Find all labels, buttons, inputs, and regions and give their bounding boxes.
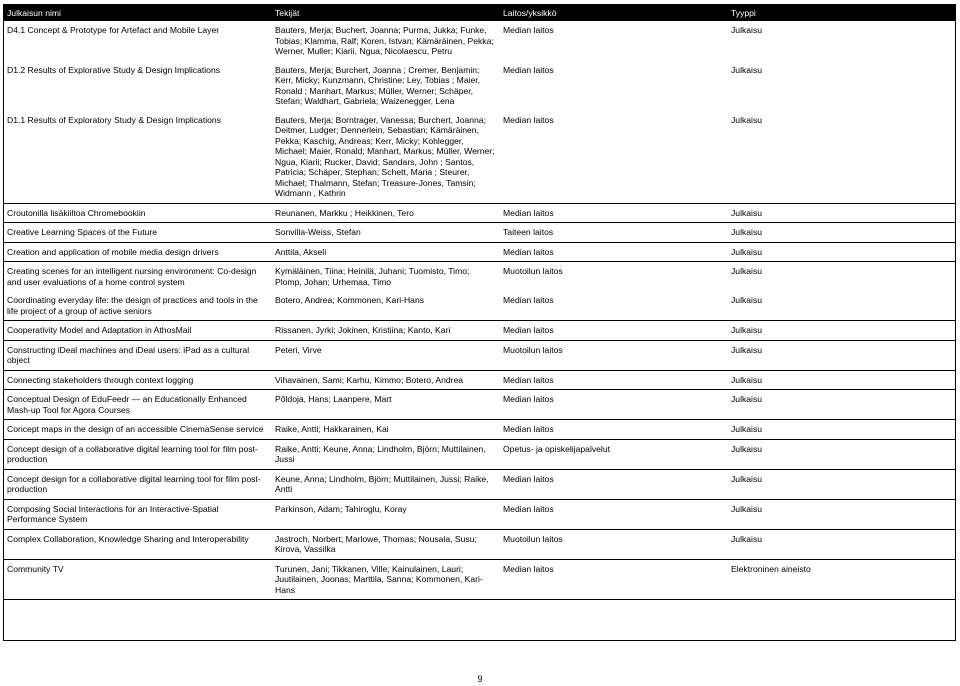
- cell-type: Julkaisu: [731, 374, 763, 385]
- cell-type: Julkaisu: [731, 443, 763, 454]
- cell-authors: Bauters, Merja; Borntrager, Vanessa; Burchert, Joanna; Deitmer, Ludger; Dennerlein, Sebastian; Kämäräinen, Pekka; Kaschig, Andreas; Kerr, Micky; Kohlegger, Michael; Maier, Ronald; Manhart, Markus; Müller, Werner; Ngua, Kiarii; Rucker, David; Sandars, John ; Santos, Patricia; Schäper, Stephan; Schett, Maria ; Steurer, Michael; Thalmann, Stefan; Treasure-Jones, Tamsin; Widmann , Kathrin: [275, 114, 495, 198]
- cell-type: Julkaisu: [731, 325, 763, 335]
- header-type: Tyyppi: [728, 5, 955, 21]
- cell-type: Julkaisu: [731, 266, 763, 276]
- cell-title: D1.2 Results of Explorative Study & Design Implications: [7, 64, 221, 75]
- cell-authors: Parkinson, Adam; Tahiroglu, Koray: [275, 503, 407, 514]
- cell-title: Croutonilla lisäkiiltoa Chromebookiin: [7, 207, 146, 218]
- table-row: [4, 208, 955, 219]
- cell-unit: Opetus- ja opiskelijapalvelut: [503, 443, 611, 454]
- table-row: [4, 25, 955, 57]
- cell-authors: Kymäläinen, Tiina; Heinilä, Juhani; Tuomisto, Timo; Plomp, Johan; Urhemaa, Timo: [275, 266, 470, 287]
- cell-authors: Raike, Antti; Hakkarainen, Kai: [275, 424, 389, 434]
- cell-title: Concept design of a collaborative digital learning tool for film post-production: [7, 443, 258, 464]
- cell-authors: Turunen, Jani; Tikkanen, Ville; Kainulainen, Lauri; Juutilainen, Joonas; Marttila, Sanna; Kommonen, Kari-Hans: [275, 563, 483, 595]
- cell-authors: Rissanen, Jyrki; Jokinen, Kristiina; Kanto, Kari: [275, 325, 451, 335]
- table-row: [4, 115, 955, 199]
- cell-unit: Median laitos: [503, 25, 554, 35]
- cell-title: Creative Learning Spaces of the Future: [7, 227, 158, 237]
- cell-unit: Muotoilun laitos: [503, 266, 563, 276]
- header-title: Julkaisun nimi: [4, 5, 272, 21]
- table-row: [4, 325, 955, 336]
- table-row: [4, 345, 955, 366]
- cell-title: Cooperativity Model and Adaptation in AthosMail: [7, 325, 192, 335]
- cell-title: Connecting stakeholders through context logging: [7, 374, 194, 385]
- cell-unit: Median laitos: [503, 325, 554, 335]
- cell-title: Constructing iDeal machines and iDeal users: iPad as a cultural object: [7, 344, 250, 365]
- cell-title: Community TV: [7, 563, 64, 574]
- cell-unit: Median laitos: [503, 246, 554, 257]
- cell-authors: Jastroch, Norbert; Marlowe, Thomas; Nousala, Susu; Kirova, Vassilka: [275, 533, 477, 554]
- cell-authors: Vihavainen, Sami; Karhu, Kimmo; Botero, Andrea: [275, 374, 464, 385]
- cell-title: Composing Social Interactions for an Interactive-Spatial Performance System: [7, 503, 219, 524]
- cell-unit: Taiteen laitos: [503, 227, 554, 237]
- table-header-row: [4, 5, 955, 21]
- cell-title: Concept design for a collaborative digital learning tool for film post-production: [7, 473, 261, 494]
- table-row: [4, 65, 955, 107]
- cell-type: Julkaisu: [731, 64, 763, 75]
- cell-type: Julkaisu: [731, 424, 763, 434]
- cell-authors: Reunanen, Markku ; Heikkinen, Tero: [275, 207, 414, 218]
- table-row: [4, 227, 955, 238]
- table-row: [4, 247, 955, 258]
- cell-type: Julkaisu: [731, 533, 763, 544]
- cell-type: Julkaisu: [731, 344, 763, 355]
- cell-type: Elektroninen aineisto: [731, 563, 811, 574]
- cell-title: Conceptual Design of EduFeedr — an Educationally Enhanced Mash-up Tool for Agora Courses: [7, 394, 247, 415]
- cell-authors: Botero, Andrea; Kommonen, Kari-Hans: [275, 295, 425, 305]
- cell-unit: Muotoilun laitos: [503, 533, 563, 544]
- cell-authors: Keune, Anna; Lindholm, Björn; Muttilainen, Jussi; Raike, Antti: [275, 473, 489, 494]
- cell-type: Julkaisu: [731, 25, 763, 35]
- page-number: 9: [477, 674, 483, 684]
- cell-unit: Median laitos: [503, 207, 554, 218]
- table-row: [4, 564, 955, 596]
- cell-type: Julkaisu: [731, 503, 763, 514]
- cell-authors: Põldoja, Hans; Laanpere, Mart: [275, 394, 392, 404]
- table-row: [4, 295, 955, 316]
- cell-authors: Anttila, Akseli: [275, 246, 327, 257]
- table-row: [4, 394, 955, 415]
- cell-type: Julkaisu: [731, 246, 763, 257]
- cell-unit: Median laitos: [503, 503, 554, 514]
- cell-title: Concept maps in the design of an accessible CinemaSense service: [7, 424, 264, 434]
- cell-title: Creating scenes for an intelligent nursing environment: Co-design and user evaluations of a home control system: [7, 266, 257, 287]
- cell-unit: Median laitos: [503, 295, 554, 305]
- cell-title: Creation and application of mobile media design drivers: [7, 246, 219, 257]
- table-row: [4, 534, 955, 555]
- cell-authors: Sonvilla-Weiss, Stefan: [275, 227, 361, 237]
- cell-unit: Median laitos: [503, 473, 554, 484]
- row-divider-cell: [4, 595, 955, 600]
- cell-type: Julkaisu: [731, 207, 763, 218]
- table-row: [4, 375, 955, 386]
- results-table-frame: [3, 4, 956, 641]
- cell-unit: Median laitos: [503, 563, 554, 574]
- cell-unit: Median laitos: [503, 394, 554, 404]
- cell-title: Complex Collaboration, Knowledge Sharing and Interoperability: [7, 533, 249, 544]
- table-row: [4, 504, 955, 525]
- cell-unit: Median laitos: [503, 114, 554, 125]
- cell-unit: Median laitos: [503, 374, 554, 385]
- cell-unit: Median laitos: [503, 64, 554, 75]
- cell-type: Julkaisu: [731, 114, 763, 125]
- cell-type: Julkaisu: [731, 295, 763, 305]
- cell-unit: Median laitos: [503, 424, 554, 434]
- cell-title: D4.1 Concept & Prototype for Artefact and Mobile Layer: [7, 25, 220, 35]
- cell-authors: Bauters, Merja; Buchert, Joanna; Purma, Jukka; Funke, Tobias; Klamma, Ralf; Koren, Istvan; Kämäräinen, Pekka; Werner, Muller; Kiarii, Ngua; Nicolaescu, Petru: [275, 25, 494, 56]
- header-unit: Laitos/yksikkö: [500, 5, 728, 21]
- table-row: [4, 444, 955, 465]
- row-divider: [4, 595, 955, 600]
- cell-authors: Peteri, Virve: [275, 344, 322, 355]
- cell-type: Julkaisu: [731, 394, 763, 404]
- cell-authors: Bauters, Merja; Burchert, Joanna ; Cremer, Benjamin; Kerr, Micky; Kunzmann, Christine; Ley, Tobias ; Maier, Ronald ; Manhart, Markus; Müller, Werner; Schäper, Stefan; Waldhart, Gabriela; Waizenegger, Lena: [275, 64, 481, 106]
- header-authors: Tekijät: [272, 5, 500, 21]
- cell-type: Julkaisu: [731, 473, 763, 484]
- cell-authors: Raike, Antti; Keune, Anna; Lindholm, Björn; Muttilainen, Jussi: [275, 443, 486, 464]
- publications-table: [4, 5, 955, 600]
- cell-title: Coordinating everyday life: the design of practices and tools in the life project of a group of active seniors: [7, 295, 258, 316]
- table-row: [4, 424, 955, 435]
- cell-title: D1.1 Results of Exploratory Study & Design Implications: [7, 114, 221, 125]
- cell-unit: Muotoilun laitos: [503, 344, 563, 355]
- table-row: [4, 266, 955, 287]
- cell-type: Julkaisu: [731, 227, 763, 237]
- table-row: [4, 474, 955, 495]
